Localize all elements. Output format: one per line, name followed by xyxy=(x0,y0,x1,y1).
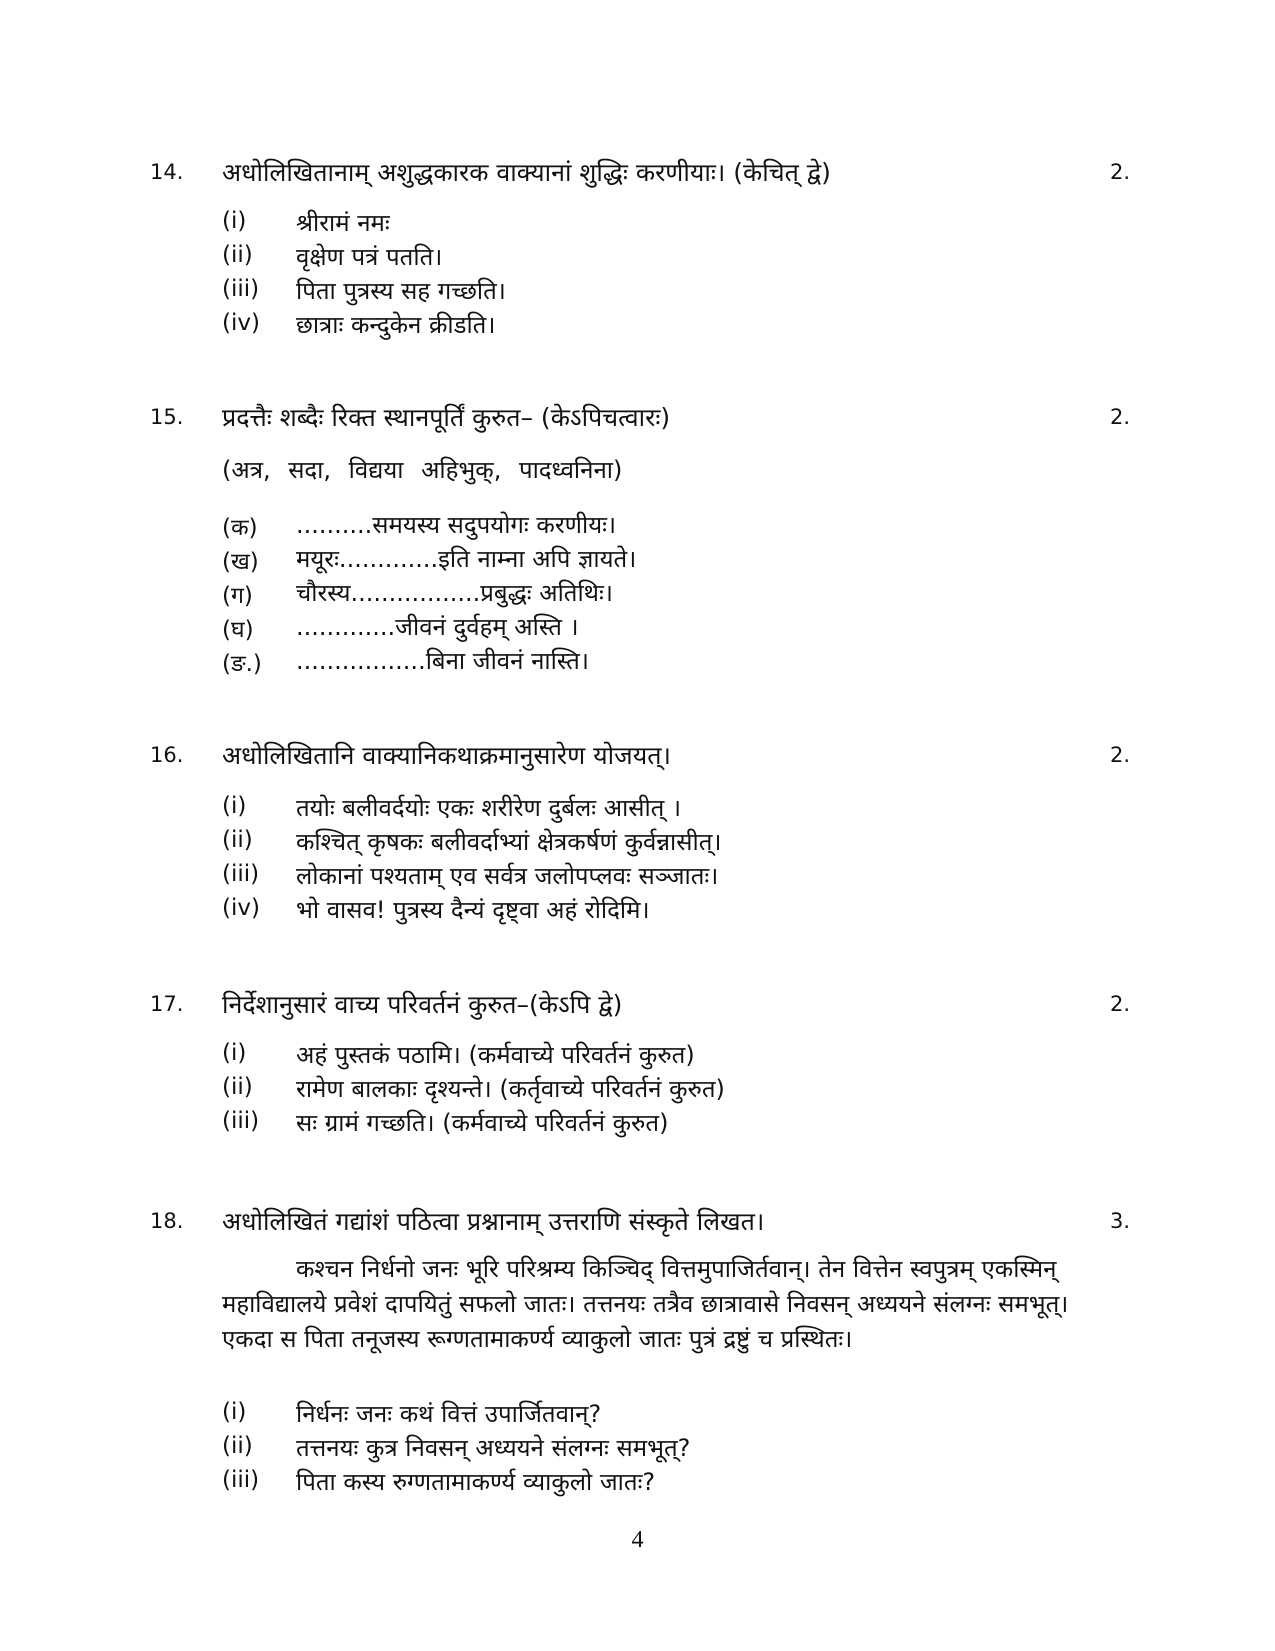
item-text: पिता कस्य रुग्णतामाकर्ण्य व्याकुलो जातः? xyxy=(296,1468,656,1496)
question-marks: 2. xyxy=(1110,743,1131,767)
item-text: तत्तनयः कुत्र निवसन् अध्ययने संलग्नः समभूत्? xyxy=(296,1434,691,1462)
question-number: 14. xyxy=(150,160,184,184)
item-text: भो वासव! पुत्रस्य दैन्यं दृष्ट्वा अहं रोदिमि। xyxy=(296,896,650,924)
question-text: निर्देशानुसारं वाच्य परिवर्तनं कुरुत–(केऽपि द्वे) xyxy=(222,990,623,1019)
item-text: ..........समयस्य सदुपयोगः करणीयः। xyxy=(296,511,617,539)
page-number: 4 xyxy=(631,1527,644,1553)
question-text: अधोलिखितं गद्यांशं पठित्वा प्रश्नानाम् उत्तराणि संस्कृते लिखत। xyxy=(222,1207,765,1236)
question-text: अधोलिखितानि वाक्यानिकथाक्रमानुसारेण योजयत्। xyxy=(222,741,671,770)
item-text: मयूरः.............इति नाम्ना अपि ज्ञायते। xyxy=(296,545,637,573)
item-label: (ङ.) xyxy=(222,651,262,677)
item-text: रामेण बालकाः दृश्यन्ते। (कर्तृवाच्ये परिवर्तनं कुरुत) xyxy=(296,1075,725,1103)
question-marks: 2. xyxy=(1110,405,1131,429)
item-label: (ii) xyxy=(222,1433,253,1459)
item-label: (iv) xyxy=(222,310,260,336)
question-text: प्रदत्तैः शब्दैः रिक्त स्थानपूर्तिं कुरुत– (केऽपिचत्वारः) xyxy=(222,403,671,432)
question-number: 16. xyxy=(150,743,184,767)
item-text: तयोः बलीवर्दयोः एकः शरीरेण दुर्बलः आसीत् । xyxy=(296,794,682,822)
item-label: (ii) xyxy=(222,827,253,853)
item-label: (ग) xyxy=(222,583,253,609)
item-label: (क) xyxy=(222,515,258,541)
item-label: (i) xyxy=(222,208,247,234)
item-label: (i) xyxy=(222,1399,247,1425)
item-label: (iii) xyxy=(222,861,260,887)
item-label: (iii) xyxy=(222,276,260,302)
item-label: (i) xyxy=(222,1040,247,1066)
passage: कश्चन निर्धनो जनः भूरि परिश्रम्य किञ्चिद् वित्तमुपाजिर्तवान्। तेन वित्तेन स्वपुत्रम् एकस्मिन् महाविद्यालये प्रवेशं दापयितुं सफलो जातः। तत्तनयः तत्रैव छात्रावासे निवसन् अध्ययने संलग्नः समभूत्। एकदा स पिता तनूजस्य रूग्णतामाकर्ण्य व्याकुलो जातः पुत्रं द्रष्टुं च प्रस्थितः। xyxy=(222,1255,1069,1353)
item-text: लोकानां पश्यताम् एव सर्वत्र जलोपप्लवः सञ्जातः। xyxy=(296,862,719,890)
question-number: 15. xyxy=(150,405,184,429)
question-marks: 2. xyxy=(1110,992,1131,1016)
item-label: (iii) xyxy=(222,1108,260,1134)
item-label: (iii) xyxy=(222,1467,260,1493)
item-label: (iv) xyxy=(222,895,260,921)
question-number: 18. xyxy=(150,1209,184,1233)
item-text: कश्चित् कृषकः बलीवर्दाभ्यां क्षेत्रकर्षणं कुर्वन्नासीत्। xyxy=(296,828,722,856)
question-number: 17. xyxy=(150,992,184,1016)
item-text: सः ग्रामं गच्छति। (कर्मवाच्ये परिवर्तनं कुरुत) xyxy=(296,1109,669,1137)
question-text: अधोलिखितानाम् अशुद्धकारक वाक्यानां शुद्धिः करणीयाः। (केचित् द्वे) xyxy=(222,158,831,187)
item-text: चौरस्य.................प्रबुद्धः अतिथिः। xyxy=(296,579,613,607)
item-text: छात्राः कन्दुकेन क्रीडति। xyxy=(296,311,496,339)
item-text: .................बिना जीवनं नास्ति। xyxy=(296,647,589,675)
item-label: (i) xyxy=(222,793,247,819)
item-text: निर्धनः जनः कथं वित्तं उपार्जितवान्? xyxy=(296,1400,602,1428)
item-label: (ii) xyxy=(222,1074,253,1100)
question-marks: 2. xyxy=(1110,160,1131,184)
item-label: (ii) xyxy=(222,242,253,268)
item-text: .............जीवनं दुर्वहम् अस्ति । xyxy=(296,613,579,641)
item-label: (घ) xyxy=(222,617,254,643)
item-text: वृक्षेण पत्रं पतति। xyxy=(296,243,443,271)
word-choices: (अत्र, सदा, विद्यया अहिभुक्, पादध्वनिना) xyxy=(222,456,623,484)
item-text: अहं पुस्तकं पठामि। (कर्मवाच्ये परिवर्तनं कुरुत) xyxy=(296,1041,695,1069)
item-text: श्रीरामं नमः xyxy=(296,209,390,237)
question-marks: 3. xyxy=(1110,1209,1131,1233)
item-label: (ख) xyxy=(222,549,259,575)
item-text: पिता पुत्रस्य सह गच्छति। xyxy=(296,277,506,305)
